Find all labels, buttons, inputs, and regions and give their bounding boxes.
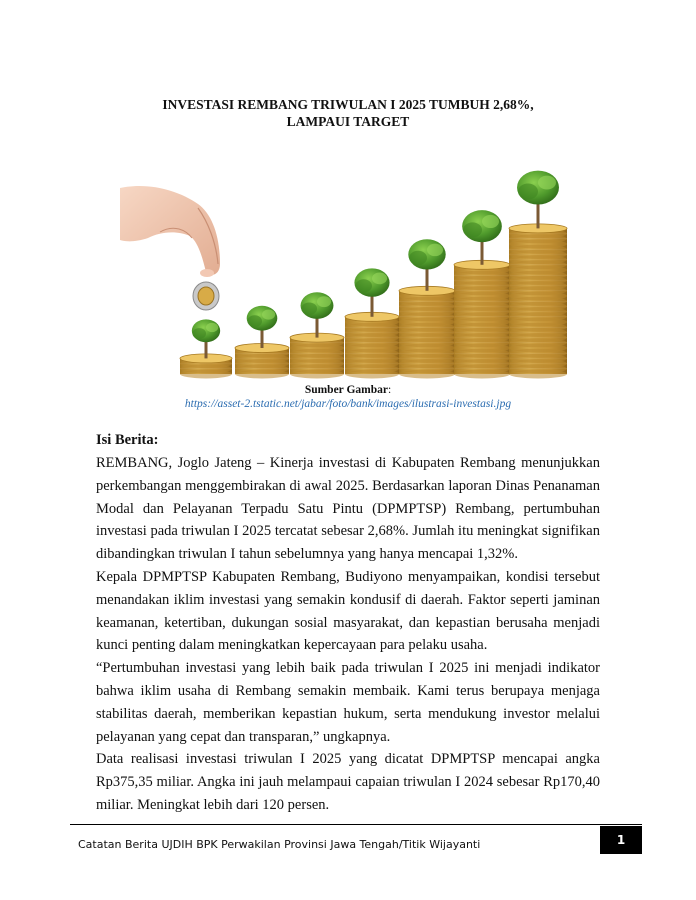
falling-coin [193, 282, 219, 310]
paragraph: REMBANG, Joglo Jateng – Kinerja investasi di Kabupaten Rembang menunjukkan perkembangan menggembirakan di awal 2025. Berdasarkan laporan Dinas Penanaman Modal dan Pelayanan Terpadu Satu Pintu (DPMPTSP) Rembang, pertumbuhan investasi pada triwulan I 2025 tercatat sebesar 2,68%. Jumlah itu meningkat signifikan dibandingkan triwulan I tahun sebelumnya yang hanya mencapai 1,32%. [96, 455, 600, 563]
tree [247, 306, 278, 348]
tree [408, 239, 445, 291]
coin-stack [290, 333, 344, 378]
tree [462, 210, 502, 265]
hand [120, 186, 220, 277]
tree [517, 171, 559, 229]
caption-colon: : [387, 384, 392, 396]
page-number: 1 [600, 826, 642, 854]
footer-divider [70, 824, 642, 825]
paragraph: Data realisasi investasi triwulan I 2025 yang dicatat DPMPTSP mencapai angka Rp375,35 miliar. Angka ini jauh melampaui capaian triwulan I 2024 sebesar Rp170,40 miliar. Meningkat lebih dari 120 persen. [96, 751, 600, 813]
coin-stack [399, 286, 455, 378]
article-body [96, 452, 600, 817]
tree [301, 292, 334, 337]
image-caption [100, 383, 596, 411]
caption-source-link[interactable]: https://asset-2.tstatic.net/jabar/foto/bank/images/ilustrasi-investasi.jpg [184, 398, 512, 410]
title-line-1: INVESTASI REMBANG TRIWULAN I 2025 TUMBUH 2,68%, [162, 97, 534, 112]
section-heading: Isi Berita: [96, 432, 159, 448]
paragraph: “Pertumbuhan investasi yang lebih baik pada triwulan I 2025 ini menjadi indikator bahwa iklim usaha di Rembang semakin membaik. Kami terus berupaya menjaga stabilitas daerah, memberikan kepastian hukum, serta mendukung investor melalui pelayanan yang cepat dan transparan,” ungkapnya. [96, 660, 600, 745]
coin-stack [454, 260, 510, 378]
title-line-2: LAMPAUI TARGET [286, 114, 410, 129]
coin-stack [345, 312, 399, 378]
paragraph: Kepala DPMPTSP Kabupaten Rembang, Budiyono menyampaikan, kondisi tersebut menandakan iklim investasi yang semakin kondusif di daerah. Faktor seperti jaminan keamanan, ketertiban, dukungan sosial masyarakat, dan kepastian berusaha menjadi kunci penting dalam meningkatkan kepercayaan para pelaku usaha. [96, 568, 600, 654]
article-title [120, 96, 576, 130]
footer-text: Catatan Berita UJDIH BPK Perwakilan Provinsi Jawa Tengah/Titik Wijayanti [78, 838, 481, 851]
caption-label: Sumber Gambar [304, 384, 388, 396]
investment-illustration [120, 138, 576, 384]
tree [192, 319, 220, 358]
coin-stack [509, 224, 567, 379]
coin-stack [235, 344, 289, 379]
tree [354, 268, 389, 316]
